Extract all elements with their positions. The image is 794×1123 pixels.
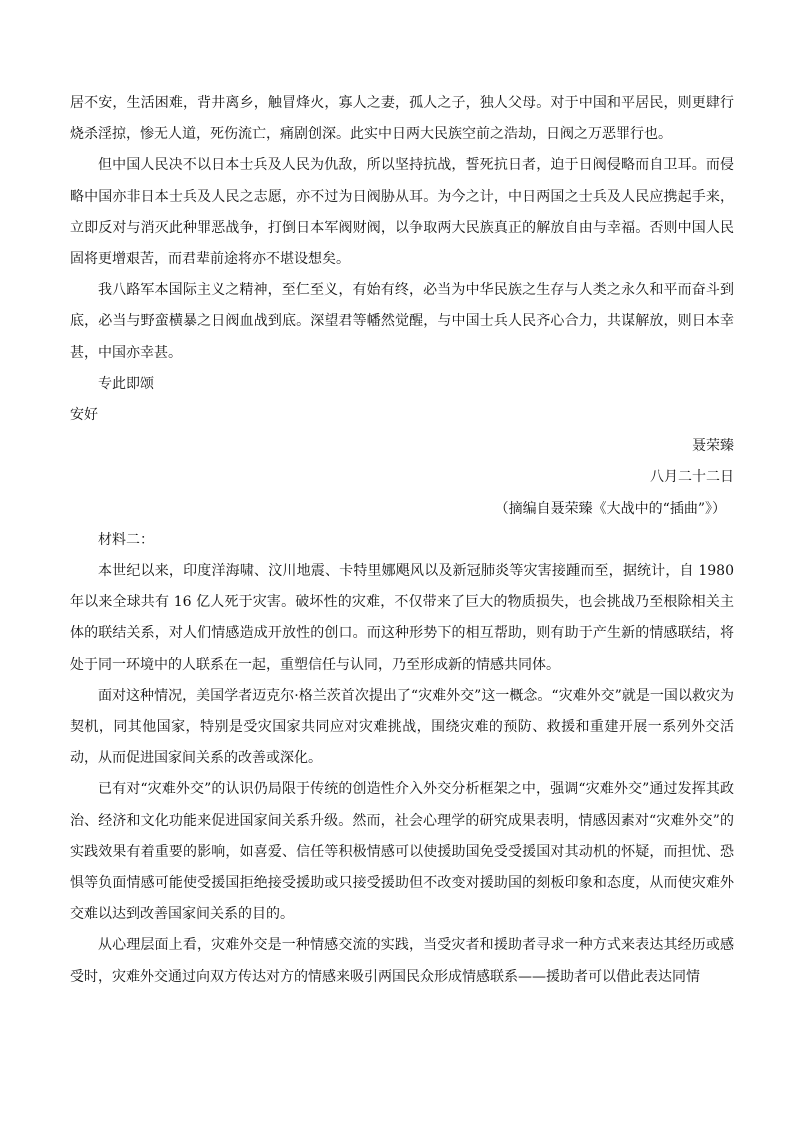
salutation: 安好 <box>70 407 98 424</box>
closing-phrase: 专此即颂 <box>98 375 154 392</box>
material2-paragraph-1: 本世纪以来，印度洋海啸、汶川地震、卡特里娜飓风以及新冠肺炎等灾害接踵而至，据统计，自 1980 年以来全球共有 16 亿人死于灾害。破坏性的灾难，不仅带来了巨大的物质损失，也会挑战乃至根除相关主体的联结关系，对人们情感造成开放性的创口。而这种形势下的相互帮助，则有助于产生新的情感联结，将处于同一环境中的人联系在一起，重塑信任与认同，乃至形成新的情感共同体。 <box>70 563 734 673</box>
material2-paragraph-2: 面对这种情况，美国学者迈克尔·格兰茨首次提出了“灾难外交”这一概念。“灾难外交”就是一国以救灾为契机，同其他国家，特别是受灾国家共同应对灾难挑战，围绕灾难的预防、救援和重建开展一系列外交活动，从而促进国家间关系的改善或深化。 <box>70 687 734 767</box>
signature: 聂荣臻 <box>692 438 734 455</box>
letter-date: 八月二十二日 <box>650 469 734 486</box>
document-page <box>70 88 734 993</box>
paragraph-3: 我八路军本国际主义之精神，至仁至义，有始有终，必当为中华民族之生存与人类之永久和平而奋斗到底，必当与野蛮横暴之日阀血战到底。深望君等幡然觉醒，与中国士兵人民齐心合力，共谋解放，则日本幸甚，中国亦幸甚。 <box>70 282 734 361</box>
material2-heading: 材料二： <box>98 531 154 548</box>
source-citation: （摘编自聂荣臻《大战中的“插曲”》） <box>494 500 726 517</box>
paragraph-1: 居不安，生活困难，背井离乡，触冒烽火，寡人之妻，孤人之子，独人父母。对于中国和平居民，则更肆行烧杀淫掠，惨无人道，死伤流亡，痛剧创深。此实中日两大民族空前之浩劫，日阀之万恶罪行也。 <box>70 95 734 143</box>
material2-paragraph-4: 从心理层面上看，灾难外交是一种情感交流的实践，当受灾者和援助者寻求一种方式来表达其经历或感受时，灾难外交通过向双方传达对方的情感来吸引两国民众形成情感联系——援助者可以借此表达同情 <box>70 937 734 985</box>
paragraph-2: 但中国人民决不以日本士兵及人民为仇敌，所以坚持抗战，誓死抗日者，迫于日阀侵略而自卫耳。而侵略中国亦非日本士兵及人民之志愿，亦不过为日阀胁从耳。为今之计，中日两国之士兵及人民应携起手来，立即反对与消灭此种罪恶战争，打倒日本军阀财阀，以争取两大民族真正的解放自由与幸福。否则中国人民固将更增艰苦，而君辈前途将亦不堪设想矣。 <box>70 157 734 268</box>
material2-paragraph-3: 已有对“灾难外交”的认识仍局限于传统的创造性介入外交分析框架之中，强调“灾难外交”通过发挥其政治、经济和文化功能来促进国家间关系升级。然而，社会心理学的研究成果表明，情感因素对“灾难外交”的实践效果有着重要的影响，如喜爱、信任等积极情感可以使援助国免受受援国对其动机的怀疑，而担忧、恐惧等负面情感可能使受援国拒绝接受援助或只接受援助但不改变对援助国的刻板印象和态度，从而使灾难外交难以达到改善国家间关系的目的。 <box>70 781 734 923</box>
